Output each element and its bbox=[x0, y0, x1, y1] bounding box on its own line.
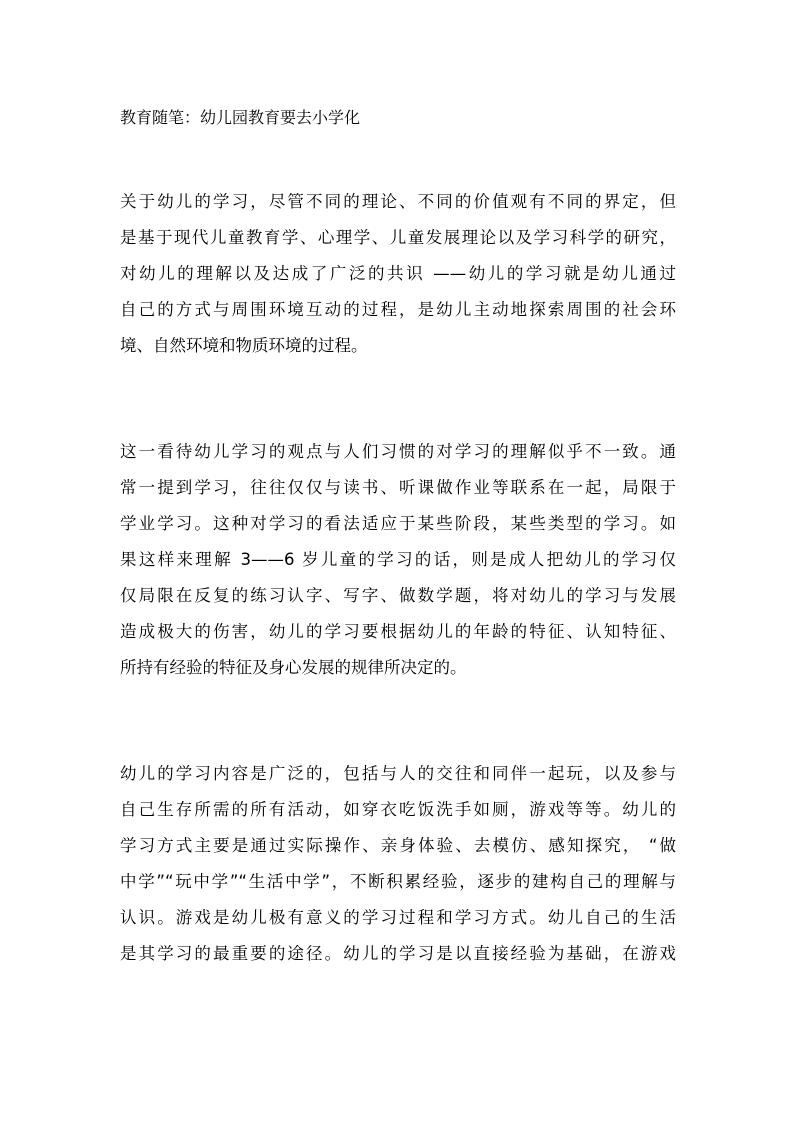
paragraph-line: 是其学习的最重要的途径。幼儿的学习是以直接经验为基础，在游戏 bbox=[120, 944, 676, 963]
paragraph-line: 常一提到学习，往往仅仅与读书、听课做作业等联系在一起，局限于 bbox=[120, 478, 676, 497]
paragraph-line: 关于幼儿的学习，尽管不同的理论、不同的价值观有不同的界定，但 bbox=[120, 192, 676, 211]
paragraph-line: 中学”“玩中学”“生活中学”，不断积累经验，逐步的建构自己的理解与 bbox=[120, 872, 676, 891]
paragraph-line: 学习方式主要是通过实际操作、亲身体验、去模仿、感知探究， “做 bbox=[120, 836, 676, 855]
paragraph-1 bbox=[120, 184, 676, 364]
paragraph-line: 认识。游戏是幼儿极有意义的学习过程和学习方式。幼儿自己的生活 bbox=[120, 908, 676, 927]
paragraph-line: 仅局限在反复的练习认字、写字、做数学题，将对幼儿的学习与发展 bbox=[120, 586, 676, 605]
paragraph-line: 造成极大的伤害，幼儿的学习要根据幼儿的年龄的特征、认知特征、 bbox=[120, 622, 676, 641]
paragraph-line: 学业学习。这种对学习的看法适应于某些阶段，某些类型的学习。如 bbox=[120, 514, 676, 533]
paragraph-line: 所持有经验的特征及身心发展的规律所决定的。 bbox=[120, 658, 467, 677]
document-title: 教育随笔：幼儿园教育要去小学化 bbox=[120, 108, 361, 127]
paragraph-3 bbox=[120, 756, 676, 972]
paragraph-line: 自己的方式与周围环境互动的过程，是幼儿主动地探索周围的社会环 bbox=[120, 300, 676, 319]
paragraph-line: 是基于现代儿童教育学、心理学、儿童发展理论以及学习科学的研究， bbox=[120, 228, 676, 247]
paragraph-line: 这一看待幼儿学习的观点与人们习惯的对学习的理解似乎不一致。通 bbox=[120, 442, 676, 461]
paragraph-line: 自己生存所需的所有活动，如穿衣吃饭洗手如厕，游戏等等。幼儿的 bbox=[120, 800, 676, 819]
paragraph-line: 果这样来理解 3——6 岁儿童的学习的话，则是成人把幼儿的学习仅 bbox=[120, 550, 676, 569]
paragraph-line: 对幼儿的理解以及达成了广泛的共识 ——幼儿的学习就是幼儿通过 bbox=[120, 264, 676, 283]
paragraph-line: 幼儿的学习内容是广泛的，包括与人的交往和同伴一起玩，以及参与 bbox=[120, 764, 676, 783]
paragraph-line: 境、自然环境和物质环境的过程。 bbox=[120, 336, 368, 355]
paragraph-2 bbox=[120, 434, 676, 686]
